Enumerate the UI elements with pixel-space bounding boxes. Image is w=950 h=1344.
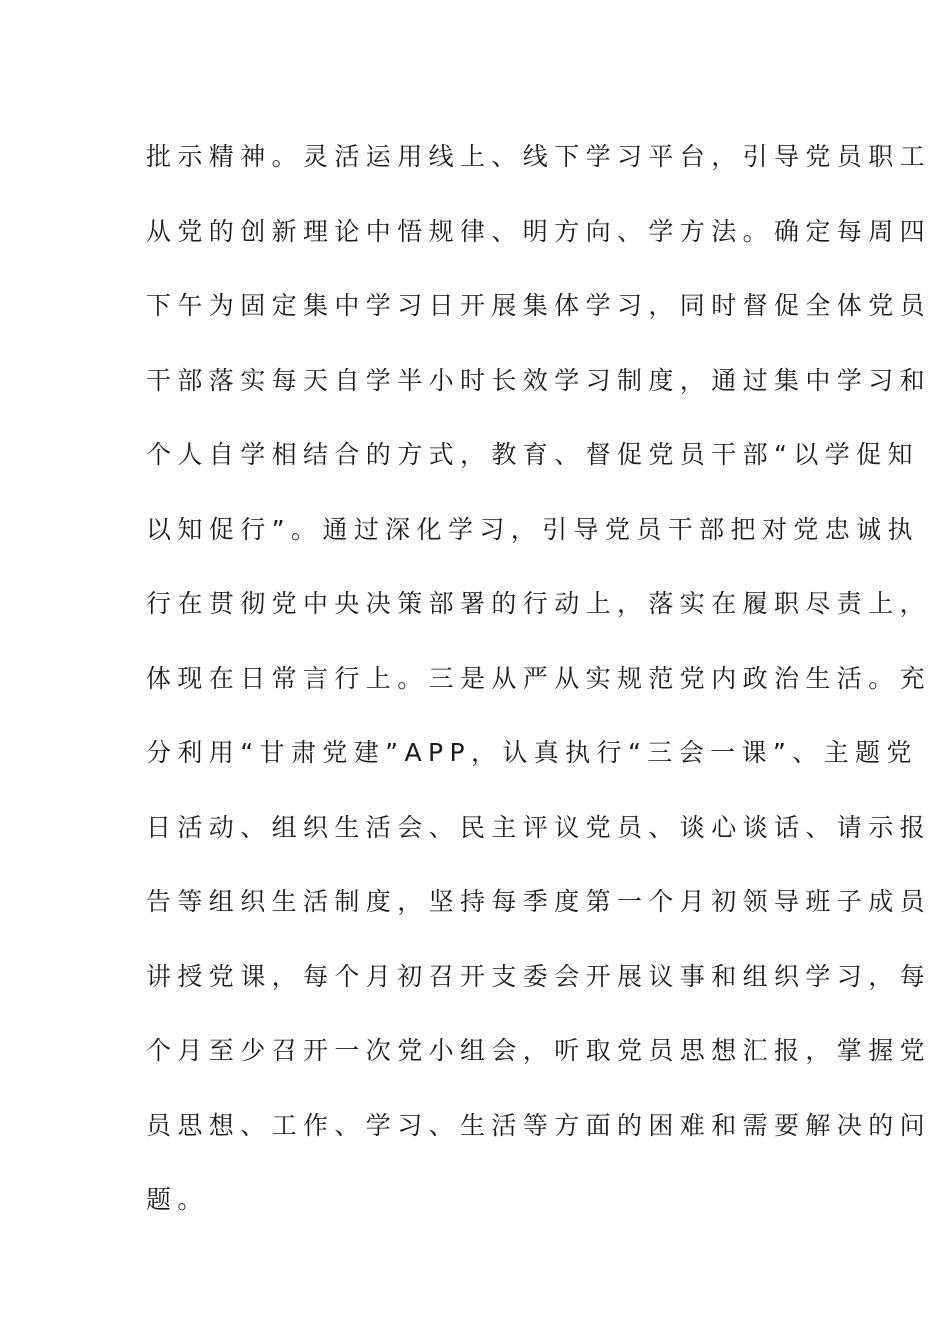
- text-line: 行在贯彻党中央决策部署的行动上，落实在履职尽责上，: [146, 589, 932, 618]
- text-line: 告等组织生活制度，坚持每季度第一个月初领导班子成员: [146, 887, 932, 916]
- text-line: 分利用“甘肃党建”APP，认真执行“三会一课”、主题党: [146, 738, 918, 767]
- text-line: 体现在日常言行上。三是从严从实规范党内政治生活。充: [146, 663, 932, 693]
- body-paragraph: [146, 134, 932, 1252]
- text-line: 批示精神。灵活运用线上、线下学习平台，引导党员职工: [146, 142, 932, 171]
- text-line: 下午为固定集中学习日开展集体学习，同时督促全体党员: [146, 291, 932, 320]
- text-line: 个月至少召开一次党小组会，听取党员思想汇报，掌握党: [146, 1036, 932, 1065]
- text-line: 个人自学相结合的方式，教育、督促党员干部“以学促知: [146, 440, 919, 469]
- text-line: 员思想、工作、学习、生活等方面的困难和需要解决的问: [146, 1110, 932, 1140]
- text-line: 以知促行”。通过深化学习，引导党员干部把对党忠诚执: [146, 514, 919, 544]
- text-line: 干部落实每天自学半小时长效学习制度，通过集中学习和: [146, 365, 932, 395]
- text-line: 题。: [146, 1185, 209, 1214]
- text-line: 日活动、组织生活会、民主评议党员、谈心谈话、请示报: [146, 812, 932, 842]
- text-line: 讲授党课，每个月初召开支委会开展议事和组织学习，每: [146, 961, 932, 991]
- text-line: 从党的创新理论中悟规律、明方向、学方法。确定每周四: [146, 216, 932, 246]
